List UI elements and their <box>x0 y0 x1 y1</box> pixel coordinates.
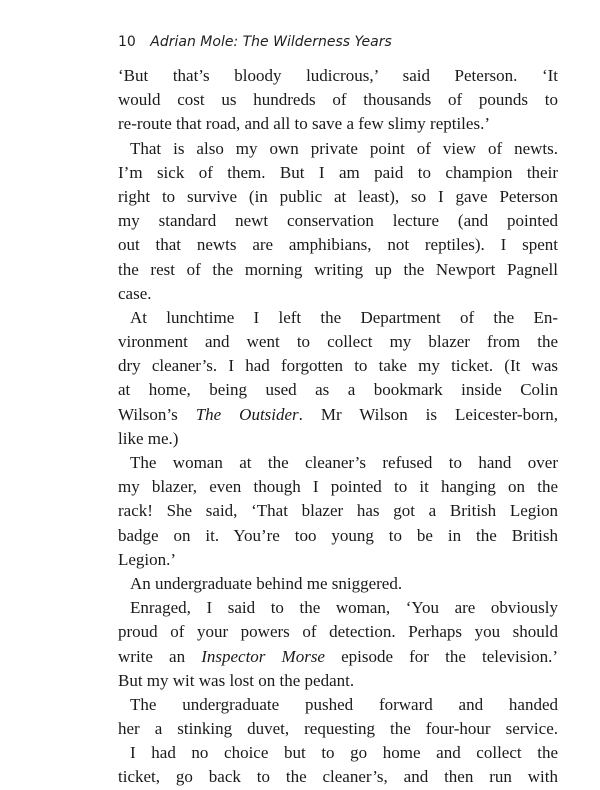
text-line: ticket, go back to the cleaner’s, and then run with <box>118 767 558 787</box>
text-line: out that newts are amphibians, not reptiles). I spent <box>118 235 558 255</box>
text-line: ‘But that’s bloody ludicrous,’ said Peterson. ‘It <box>118 66 558 85</box>
text-line: At lunchtime I left the Department of the En- <box>130 307 558 327</box>
text-line: would cost us hundreds of thousands of pounds to <box>118 90 558 110</box>
running-title: Adrian Mole: The Wilderness Years <box>150 34 392 50</box>
text-line: her a stinking duvet, requesting the four-hour service. <box>118 719 558 739</box>
running-header <box>118 34 392 50</box>
text-line: vironment and went to collect my blazer from the <box>118 332 558 352</box>
text-line: like me.) <box>118 428 179 448</box>
text-line: I’m sick of them. But I am paid to champion their <box>118 162 558 182</box>
text-line: Legion.’ <box>118 549 177 569</box>
text-line: my standard newt conservation lecture (and pointed <box>118 211 558 231</box>
text-line: That is also my own private point of view of newts. <box>130 138 558 158</box>
page-number: 10 <box>118 34 136 50</box>
text-line: I had no choice but to go home and collect the <box>130 743 558 763</box>
tv-show-title: Inspector Morse <box>201 646 325 666</box>
text-line: rack! She said, ‘That blazer has got a British Legion <box>118 501 558 521</box>
text-line: case. <box>118 283 152 303</box>
text-line: at home, being used as a bookmark inside Colin <box>118 380 558 400</box>
text-line: dry cleaner’s. I had forgotten to take my ticket. (It was <box>118 356 558 376</box>
text-line: write an Inspector Morse episode for the television.’ <box>118 646 558 666</box>
text-line: badge on it. You’re too young to be in the British <box>118 525 558 545</box>
text-line: The undergraduate pushed forward and handed <box>130 694 558 714</box>
book-title: The Outsider <box>195 404 299 424</box>
text-line: Enraged, I said to the woman, ‘You are obviously <box>130 598 558 618</box>
text-line: the rest of the morning writing up the Newport Pagnell <box>118 259 558 279</box>
text-line: my blazer, even though I pointed to it hanging on the <box>118 477 558 497</box>
text-line: But my wit was lost on the pedant. <box>118 670 355 690</box>
text-line: Wilson’s The Outsider. Mr Wilson is Leicester-born, <box>118 404 558 424</box>
text-line: An undergraduate behind me sniggered. <box>130 573 403 593</box>
text-line: right to survive (in public at least), so I gave Peterson <box>118 186 558 206</box>
text-line: The woman at the cleaner’s refused to hand over <box>130 453 558 472</box>
text-line: proud of your powers of detection. Perhaps you should <box>118 622 558 642</box>
text-line: re-route that road, and all to save a few slimy reptiles.’ <box>118 114 490 134</box>
body-text <box>118 64 558 790</box>
